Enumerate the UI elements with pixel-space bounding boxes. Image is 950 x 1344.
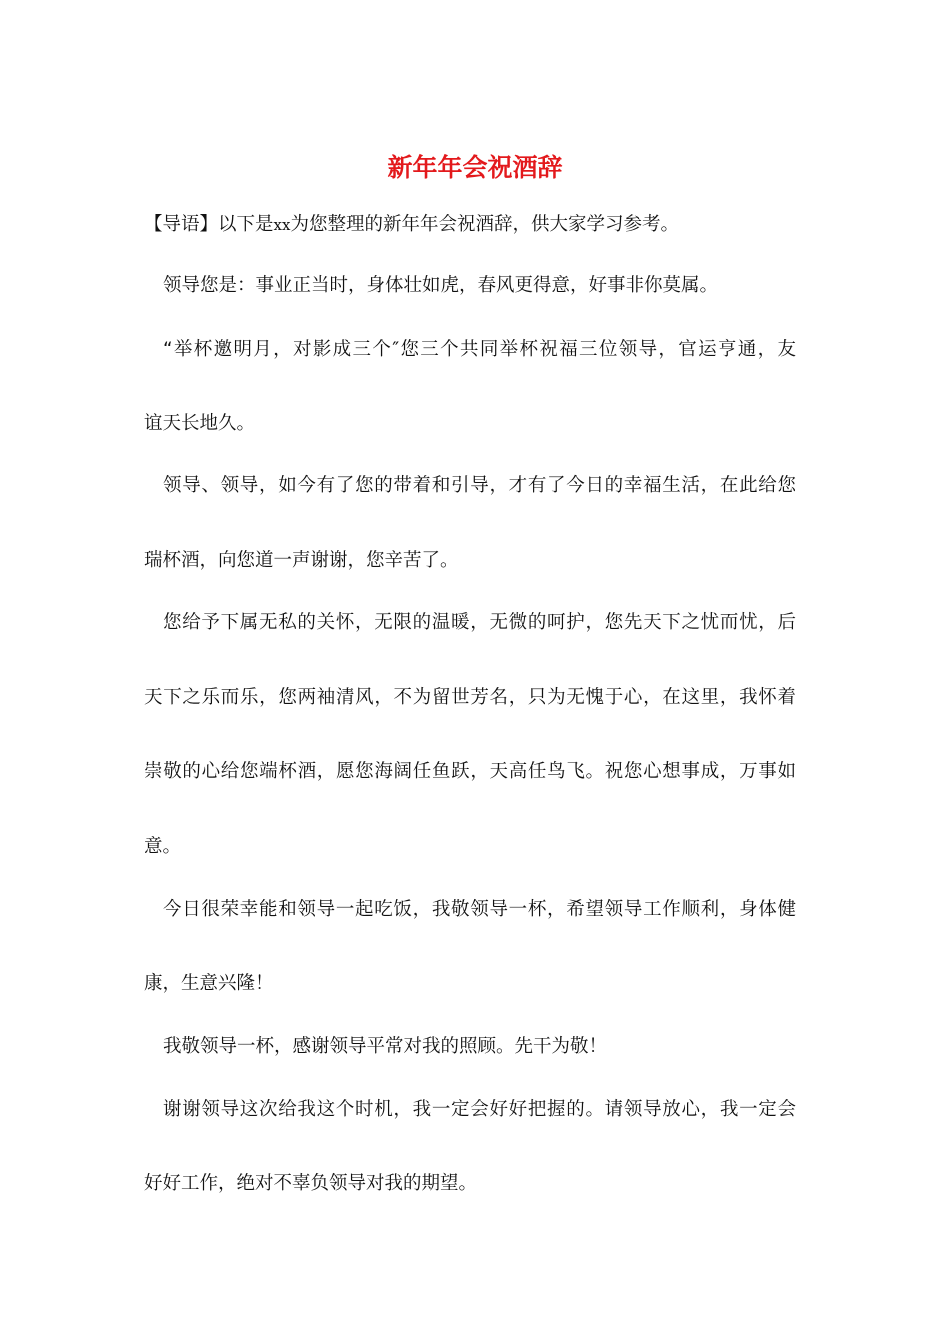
paragraph-line: 今日很荣幸能和领导一起吃饭，我敬领导一杯，希望领导工作顺利，身体健 xyxy=(163,899,796,920)
paragraph-line: 天下之乐而乐，您两袖清风，不为留世芳名，只为无愧于心，在这里，我怀着 xyxy=(144,687,796,708)
paragraph-line: 意。 xyxy=(144,836,182,857)
intro-paragraph xyxy=(144,211,796,239)
paragraph-line: 领导、领导，如今有了您的带着和引导，才有了今日的幸福生活，在此给您 xyxy=(163,475,796,496)
paragraph-line: 崇敬的心给您端杯酒，愿您海阔任鱼跃，天高任鸟飞。祝您心想事成，万事如 xyxy=(144,761,796,782)
intro-suffix: 为您整理的新年年会祝酒辞，供大家学习参考。 xyxy=(290,214,679,235)
document-title: 新年年会祝酒辞 xyxy=(387,153,563,182)
paragraph-line: 领导您是：事业正当时，身体壮如虎，春风更得意，好事非你莫属。 xyxy=(163,275,719,296)
paragraph-line: “举杯邀明月，对影成三个″您三个共同举杯祝福三位领导，官运亨通，友 xyxy=(163,339,796,360)
paragraph-line: 我敬领导一杯，感谢领导平常对我的照顾。先干为敬！ xyxy=(163,1036,608,1057)
intro-placeholder: xx xyxy=(273,216,291,234)
paragraph-line: 谊天长地久。 xyxy=(144,413,256,434)
paragraph-line: 康，生意兴隆！ xyxy=(144,973,274,994)
intro-prefix: 【导语】以下是 xyxy=(144,214,274,235)
paragraph-line: 瑞杯酒，向您道一声谢谢，您辛苦了。 xyxy=(144,550,459,571)
paragraph-line: 谢谢领导这次给我这个时机，我一定会好好把握的。请领导放心，我一定会 xyxy=(163,1099,796,1120)
paragraph-line: 好好工作，绝对不辜负领导对我的期望。 xyxy=(144,1173,478,1194)
paragraph-line: 您给予下属无私的关怀，无限的温暖，无微的呵护，您先天下之忧而忧，后 xyxy=(163,612,796,633)
